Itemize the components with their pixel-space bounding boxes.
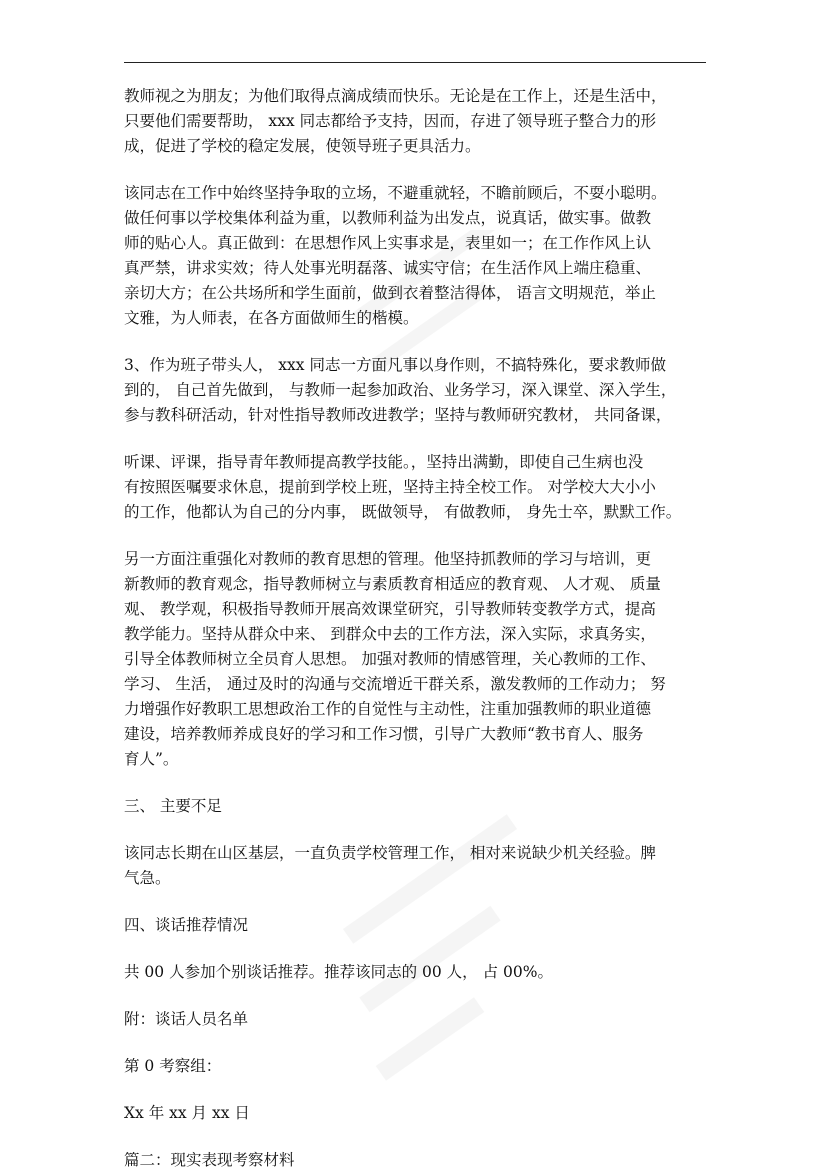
paragraph-inspection-group: [124, 1054, 714, 1079]
text-line: 建设，培养教师养成良好的学习和工作习惯，引导广大教师“教书育人、服务: [124, 725, 644, 743]
text-line: 的工作，他都认为自己的分内事， 既做领导， 有做教师， 身先士卒，默默工作。: [124, 503, 682, 521]
section-heading-shortcomings: [124, 794, 714, 819]
text-line: 四、谈话推荐情况: [124, 916, 249, 934]
paragraph-teaching-guidance: [124, 450, 714, 525]
text-line: 学习、 生活， 通过及时的沟通与交流增近干群关系，激发教师的工作动力； 努: [124, 675, 666, 693]
paragraph-part-two-title: [124, 1148, 714, 1173]
text-line: 3、作为班子带头人， xxx 同志一方面凡事以身作则，不搞特殊化，要求教师做: [124, 356, 666, 374]
text-line: 参与教科研活动，针对性指导教师改进教学；坚持与教师研究教材， 共同备课，: [124, 406, 672, 424]
text-line: 另一方面注重强化对教师的教育思想的管理。他坚持抓教师的学习与培训，更: [124, 550, 652, 568]
text-line: 共 00 人参加个别谈话推荐。推荐该同志的 00 人， 占 00%。: [124, 963, 553, 981]
text-line: 该同志长期在山区基层，一直负责学校管理工作， 相对来说缺少机关经验。脾: [124, 844, 656, 862]
text-line: 引导全体教师树立全员育人思想。 加强对教师的情感管理，关心教师的工作、: [124, 650, 656, 668]
paragraph-attachment: [124, 1007, 714, 1032]
text-line: 力增强作好教职工思想政治工作的自觉性与主动性，注重加强教师的职业道德: [124, 700, 652, 718]
text-line: 篇二：现实表现考察材料: [124, 1151, 295, 1169]
paragraph-leader-example: [124, 353, 714, 428]
text-line: 成，促进了学校的稳定发展，使领导班子更具活力。: [124, 137, 481, 155]
paragraph-shortcomings: [124, 841, 714, 891]
text-line: 育人”。: [124, 750, 179, 768]
text-line: 教学能力。坚持从群众中来、 到群众中去的工作方法，深入实际，求真务实，: [124, 625, 656, 643]
text-line: Xx 年 xx 月 xx 日: [124, 1104, 250, 1122]
text-line: 文雅，为人师表，在各方面做师生的楷模。: [124, 309, 419, 327]
text-line: 气急。: [124, 869, 171, 887]
text-line: 听课、评课，指导青年教师提高教学技能。，坚持出满勤，即使自己生病也没: [124, 453, 644, 471]
text-line: 教师视之为朋友；为他们取得点滴成绩而快乐。无论是在工作上，还是生活中，: [124, 87, 667, 105]
paragraph-recommendation-count: [124, 960, 714, 985]
text-line: 只要他们需要帮助， xxx 同志都给予支持，因而，存进了领导班子整合力的形: [124, 112, 657, 130]
text-line: 亲切大方；在公共场所和学生面前，做到衣着整洁得体， 语言文明规范，举止: [124, 284, 656, 302]
text-line: 到的， 自己首先做到， 与教师一起参加政治、业务学习，深入课堂、深入学生，: [124, 381, 677, 399]
text-line: 有按照医嘱要求休息，提前到学校上班，坚持主持全校工作。 对学校大大小小: [124, 478, 656, 496]
paragraph-date: [124, 1101, 714, 1126]
document-body: [124, 84, 714, 1174]
text-line: 三、 主要不足: [124, 797, 222, 815]
text-line: 师的贴心人。真正做到：在思想作风上实事求是，表里如一；在工作作风上认: [124, 234, 652, 252]
header-rule: [124, 62, 706, 63]
paragraph-colleagues: [124, 84, 714, 159]
text-line: 该同志在工作中始终坚持争取的立场，不避重就轻，不瞻前顾后，不耍小聪明。: [124, 184, 667, 202]
paragraph-education-management: [124, 547, 714, 772]
text-line: 做任何事以学校集体利益为重，以教师利益为出发点，说真话，做实事。做教: [124, 209, 652, 227]
text-line: 第 0 考察组：: [124, 1057, 222, 1075]
section-heading-recommendation: [124, 913, 714, 938]
text-line: 观、 教学观，积极指导教师开展高效课堂研究，引导教师转变教学方式，提高: [124, 600, 656, 618]
paragraph-stance: [124, 181, 714, 331]
text-line: 真严禁，讲求实效；待人处事光明磊落、诚实守信；在生活作风上端庄稳重、: [124, 259, 652, 277]
text-line: 附：谈话人员名单: [124, 1010, 249, 1028]
text-line: 新教师的教育观念，指导教师树立与素质教育相适应的教育观、 人才观、 质量: [124, 575, 661, 593]
